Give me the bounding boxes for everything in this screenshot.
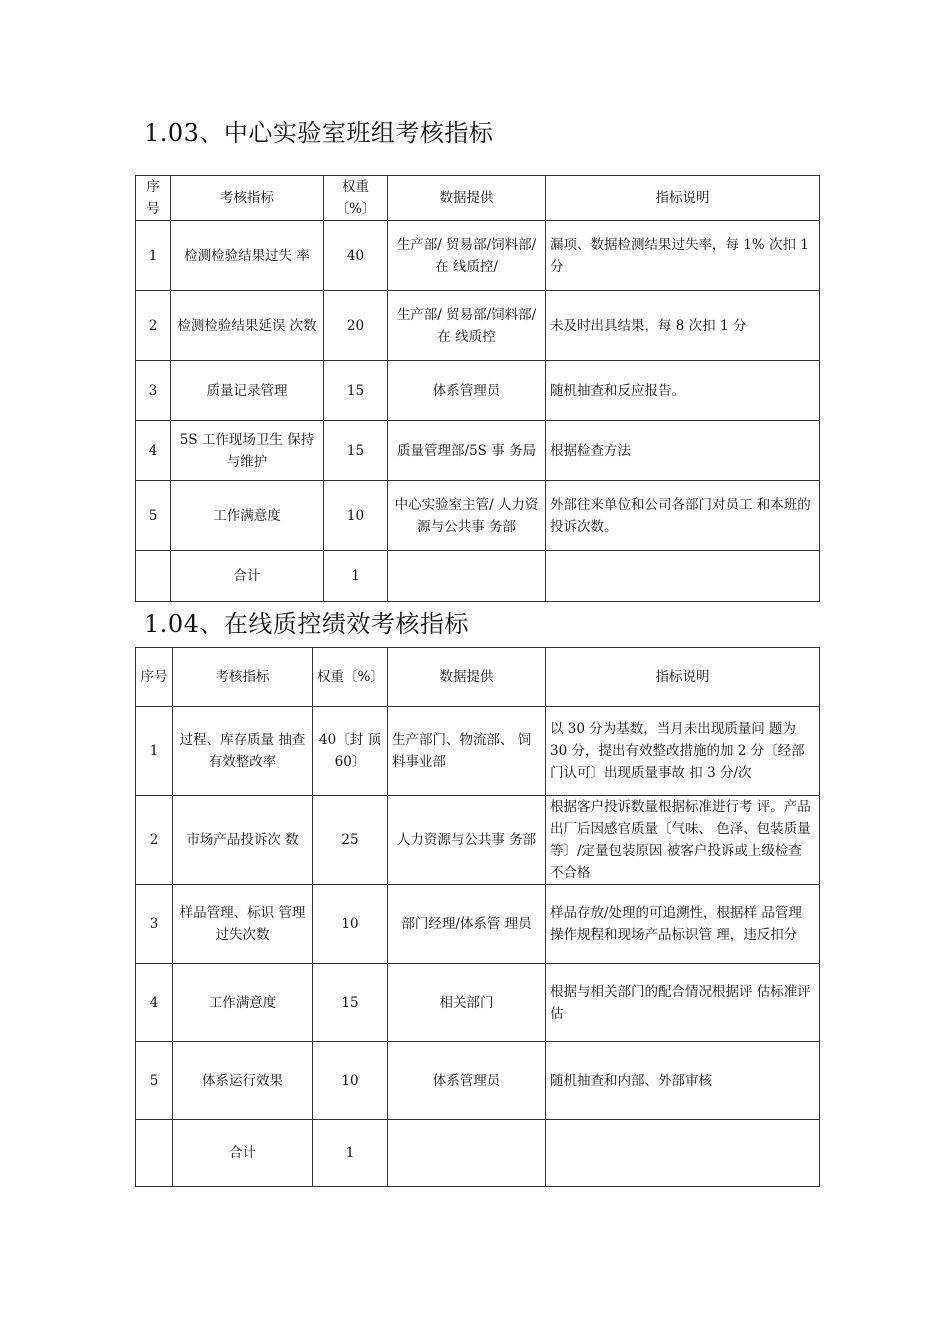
cell-provider (388, 1120, 546, 1187)
cell-weight: 10 (313, 1042, 388, 1120)
header-indicator: 考核指标 (173, 648, 313, 707)
cell-provider (388, 551, 546, 602)
cell-indicator: 体系运行效果 (173, 1042, 313, 1120)
cell-indicator: 质量记录管理 (171, 361, 324, 421)
table-row (136, 481, 820, 551)
cell-total-label: 合计 (173, 1120, 313, 1187)
header-weight: 权重〔%〕 (313, 648, 388, 707)
table-row (136, 707, 820, 796)
cell-indicator: 市场产品投诉次 数 (173, 796, 313, 885)
cell-desc: 漏项、数据检测结果过失率，每 1% 次扣 1 分 (546, 221, 820, 291)
cell-provider: 体系管理员 (388, 1042, 546, 1120)
cell-seq: 2 (136, 796, 173, 885)
cell-seq: 1 (136, 221, 171, 291)
cell-seq: 2 (136, 291, 171, 361)
cell-weight: 20 (324, 291, 388, 361)
cell-seq: 3 (136, 361, 171, 421)
cell-provider: 生产部/ 贸易部/饲料部/在 线质控 (388, 291, 546, 361)
cell-desc: 根据检查方法 (546, 421, 820, 481)
table-row (136, 421, 820, 481)
cell-desc: 随机抽查和反应报告。 (546, 361, 820, 421)
header-desc: 指标说明 (546, 176, 820, 221)
header-seq: 序号 (136, 648, 173, 707)
cell-weight: 15 (324, 421, 388, 481)
header-indicator: 考核指标 (171, 176, 324, 221)
cell-seq: 4 (136, 964, 173, 1042)
cell-weight: 40〔封 顶 60〕 (313, 707, 388, 796)
lab-kpi-table (135, 175, 820, 602)
cell-provider: 生产部/ 贸易部/饲料部/在 线质控/ (388, 221, 546, 291)
cell-weight: 10 (313, 885, 388, 964)
cell-indicator: 检测检验结果过失 率 (171, 221, 324, 291)
cell-seq: 5 (136, 481, 171, 551)
cell-desc (546, 1120, 820, 1187)
table-total-row (136, 551, 820, 602)
cell-weight: 15 (324, 361, 388, 421)
cell-seq: 4 (136, 421, 171, 481)
table-total-row (136, 1120, 820, 1187)
cell-total-label: 合计 (171, 551, 324, 602)
cell-total-weight: 1 (313, 1120, 388, 1187)
cell-indicator: 工作满意度 (173, 964, 313, 1042)
section-title-lab: 1.03、中心实验室班组考核指标 (144, 119, 494, 147)
cell-weight: 40 (324, 221, 388, 291)
cell-desc: 外部往来单位和公司各部门对员工 和本班的投诉次数。 (546, 481, 820, 551)
cell-indicator: 样品管理、标识 管理过失次数 (173, 885, 313, 964)
table-header-row (136, 648, 820, 707)
section-title-online-qc: 1.04、在线质控绩效考核指标 (144, 610, 469, 638)
cell-provider: 人力资源与公共事 务部 (388, 796, 546, 885)
header-provider: 数据提供 (388, 176, 546, 221)
cell-indicator: 过程、库存质量 抽查有效整改率 (173, 707, 313, 796)
cell-seq: 5 (136, 1042, 173, 1120)
cell-seq (136, 551, 171, 602)
cell-seq: 3 (136, 885, 173, 964)
cell-provider: 质量管理部/5S 事 务局 (388, 421, 546, 481)
cell-indicator: 检测检验结果延误 次数 (171, 291, 324, 361)
cell-weight: 10 (324, 481, 388, 551)
table-row (136, 885, 820, 964)
table-row (136, 796, 820, 885)
cell-indicator: 工作满意度 (171, 481, 324, 551)
cell-desc: 样品存放/处理的可追溯性，根据样 品管理操作规程和现场产品标识管 理，违反扣分 (546, 885, 820, 964)
header-provider: 数据提供 (388, 648, 546, 707)
cell-desc: 根据与相关部门的配合情况根据评 估标准评估 (546, 964, 820, 1042)
header-desc: 指标说明 (546, 648, 820, 707)
cell-desc: 以 30 分为基数，当月未出现质量问 题为 30 分，提出有效整改措施的加 2 分〔经部门认可〕出现质量事故 扣 3 分/次 (546, 707, 820, 796)
cell-provider: 部门经理/体系管 理员 (388, 885, 546, 964)
cell-total-weight: 1 (324, 551, 388, 602)
cell-indicator: 5S 工作现场卫生 保持与维护 (171, 421, 324, 481)
table-row (136, 291, 820, 361)
table-header-row (136, 176, 820, 221)
cell-desc: 随机抽查和内部、外部审核 (546, 1042, 820, 1120)
cell-seq (136, 1120, 173, 1187)
cell-provider: 生产部门、物流部、 饲料事业部 (388, 707, 546, 796)
cell-desc: 根据客户投诉数量根据标准进行考 评。产品出厂后因感官质量〔气味、 色泽、包装质量等〕/定量包装原因 被客户投诉或上级检查不合格 (546, 796, 820, 885)
header-seq: 序号 (136, 176, 171, 221)
header-weight: 权重〔%〕 (324, 176, 388, 221)
cell-provider: 中心实验室主管/ 人力资源与公共事 务部 (388, 481, 546, 551)
online-qc-kpi-table (135, 647, 820, 1187)
cell-desc (546, 551, 820, 602)
cell-weight: 15 (313, 964, 388, 1042)
table-row (136, 1042, 820, 1120)
table-row (136, 964, 820, 1042)
cell-desc: 未及时出具结果，每 8 次扣 1 分 (546, 291, 820, 361)
cell-weight: 25 (313, 796, 388, 885)
cell-provider: 体系管理员 (388, 361, 546, 421)
table-row (136, 221, 820, 291)
table-row (136, 361, 820, 421)
cell-provider: 相关部门 (388, 964, 546, 1042)
cell-seq: 1 (136, 707, 173, 796)
